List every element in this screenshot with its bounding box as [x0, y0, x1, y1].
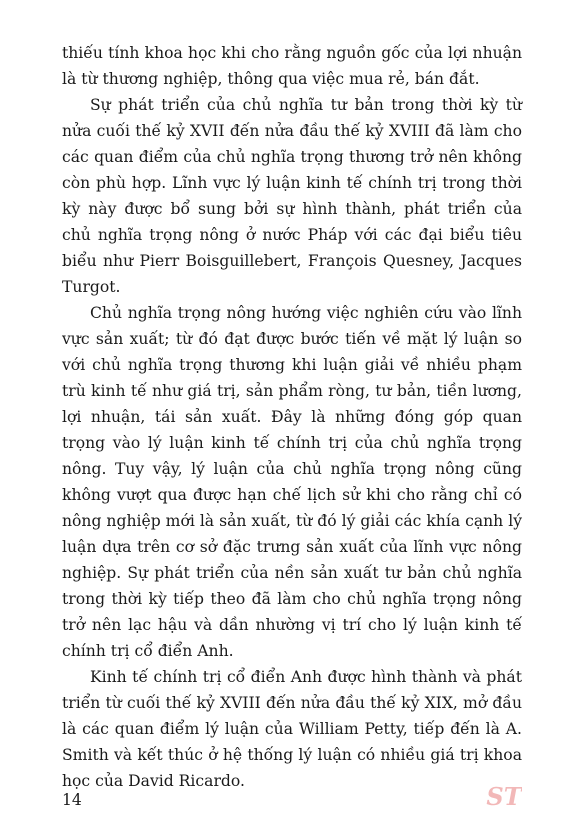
- page-body: [62, 40, 522, 794]
- svg-text:ST: ST: [486, 782, 522, 811]
- publisher-logo-icon: [486, 781, 522, 811]
- page-number: 14: [62, 791, 82, 809]
- paragraph-classical-political-economy: Kinh tế chính trị cổ điển Anh được hình thành và phát triển từ cuối thế kỷ XVIII đến nửa đầu thế kỷ XIX, mở đầu là các quan điểm lý luận của William Petty, tiếp đến là A. Smith và kết thúc ở hệ thống lý luận có nhiều giá trị khoa học của David Ricardo.: [62, 668, 522, 790]
- paragraph-capitalism-development: Sự phát triển của chủ nghĩa tư bản trong thời kỳ từ nửa cuối thế kỷ XVII đến nửa đầu thế kỷ XVIII đã làm cho các quan điểm của chủ nghĩa trọng thương trở nên không còn phù hợp. Lĩnh vực lý luận kinh tế chính trị trong thời kỳ này được bổ sung bởi sự hình thành, phát triển của chủ nghĩa trọng nông ở nước Pháp với các đại biểu tiêu biểu như Pierr Boisguillebert, François Quesney, Jacques Turgot.: [62, 96, 522, 296]
- paragraph-continuation: thiếu tính khoa học khi cho rằng nguồn gốc của lợi nhuận là từ thương nghiệp, thông qua việc mua rẻ, bán đắt.: [62, 44, 522, 88]
- paragraph-physiocracy: Chủ nghĩa trọng nông hướng việc nghiên cứu vào lĩnh vực sản xuất; từ đó đạt được bước tiến về mặt lý luận so với chủ nghĩa trọng thương khi luận giải về nhiều phạm trù kinh tế như giá trị, sản phẩm ròng, tư bản, tiền lương, lợi nhuận, tái sản xuất. Đây là những đóng góp quan trọng vào lý luận kinh tế chính trị của chủ nghĩa trọng nông. Tuy vậy, lý luận của chủ nghĩa trọng nông cũng không vượt qua được hạn chế lịch sử khi cho rằng chỉ có nông nghiệp mới là sản xuất, từ đó lý giải các khía cạnh lý luận dựa trên cơ sở đặc trưng sản xuất của lĩnh vực nông nghiệp. Sự phát triển của nền sản xuất tư bản chủ nghĩa trong thời kỳ tiếp theo đã làm cho chủ nghĩa trọng nông trở nên lạc hậu và dần nhường vị trí cho lý luận kinh tế chính trị cổ điển Anh.: [62, 304, 522, 660]
